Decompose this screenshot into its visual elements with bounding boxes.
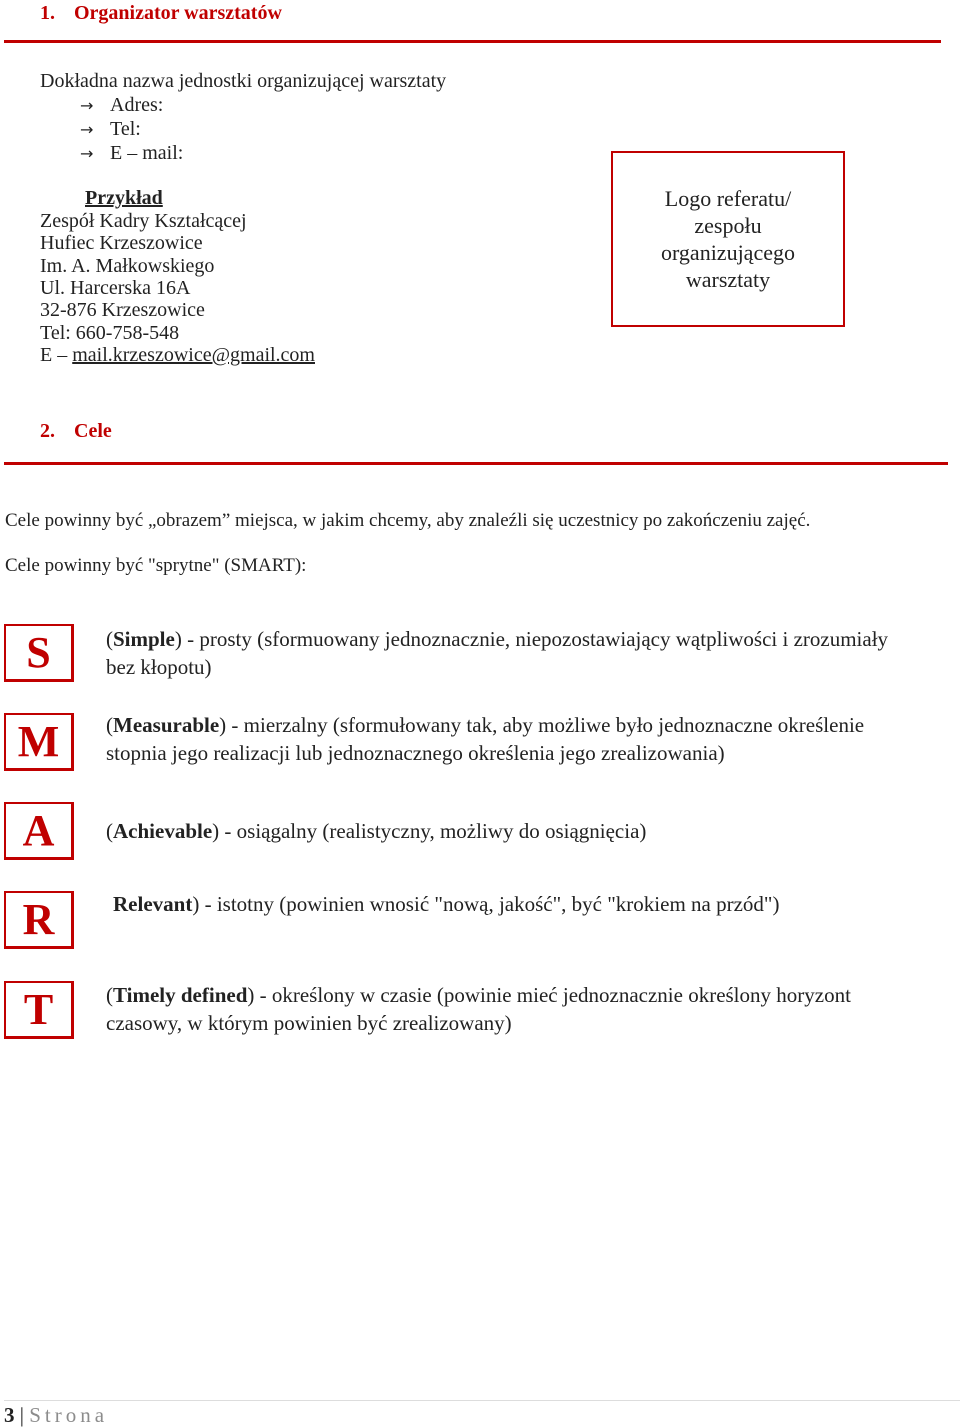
bullet-email: → E – mail: xyxy=(80,142,184,164)
example-heading: Przykład xyxy=(85,187,163,209)
section-1-number: 1. xyxy=(40,2,55,24)
email-link[interactable]: mail.krzeszowice@gmail.com xyxy=(72,344,315,366)
example-line: Hufiec Krzeszowice xyxy=(40,232,203,254)
section-2-rule xyxy=(4,462,948,465)
page-label: Strona xyxy=(29,1403,109,1427)
smart-letter-t: T xyxy=(4,981,74,1039)
smart-letter-a: A xyxy=(4,802,74,860)
arrow-right-icon: → xyxy=(80,96,94,115)
arrow-right-icon: → xyxy=(80,144,94,163)
smart-letter-r: R xyxy=(4,891,74,949)
page-footer: 3 | Strona xyxy=(4,1403,109,1427)
example-email-line: E – mail.krzeszowice@gmail.com xyxy=(40,344,315,366)
section-2-title: Cele xyxy=(74,420,112,442)
arrow-right-icon: → xyxy=(80,120,94,139)
page-number: 3 xyxy=(4,1403,15,1427)
logo-placeholder-box xyxy=(611,151,845,327)
smart-letter-s: S xyxy=(4,624,74,682)
logo-placeholder-text: Logo referatu/ zespołu organizującego warsztaty xyxy=(661,186,795,292)
footer-rule xyxy=(4,1400,960,1401)
section-1-title: Organizator warsztatów xyxy=(74,2,282,24)
smart-description-measurable: (Measurable) - mierzalny (sformułowany tak, aby możliwe było jednoznaczne określenie stopnia jego realizacji lub jednoznacznego określenia jego zrealizowania) xyxy=(106,713,865,765)
smart-description-relevant: Relevant) - istotny (powinien wnosić "nową, jakość", być "krokiem na przód") xyxy=(113,892,780,916)
example-line: 32-876 Krzeszowice xyxy=(40,299,205,321)
goals-paragraph: Cele powinny być „obrazem” miejsca, w jakim chcemy, aby znaleźli się uczestnicy po zakończeniu zajęć. xyxy=(5,510,811,531)
section-1-rule xyxy=(4,40,941,43)
section-2-heading xyxy=(40,420,112,443)
smart-description-achievable: (Achievable) - osiągalny (realistyczny, możliwy do osiągnięcia) xyxy=(106,819,647,843)
smart-description-simple: (Simple) - prosty (sformuowany jednoznacznie, niepozostawiający wątpliwości i zrozumiały bez kłopotu) xyxy=(106,627,889,679)
section-1-heading xyxy=(40,2,282,25)
example-line: Ul. Harcerska 16A xyxy=(40,277,191,299)
example-line: Zespół Kadry Kształcącej xyxy=(40,210,247,232)
bullet-address: → Adres: xyxy=(80,94,164,116)
organizer-intro: Dokładna nazwa jednostki organizującej warsztaty xyxy=(40,70,447,92)
example-line: Tel: 660-758-548 xyxy=(40,322,180,344)
smart-intro: Cele powinny być "sprytne" (SMART): xyxy=(5,555,307,576)
bullet-phone: → Tel: xyxy=(80,118,141,140)
example-line: Im. A. Małkowskiego xyxy=(40,255,215,277)
section-2-number: 2. xyxy=(40,420,55,442)
smart-description-timely: (Timely defined) - określony w czasie (powinie mieć jednoznacznie określony horyzont czasowy, w którym powinien być zrealizowany) xyxy=(106,983,851,1035)
smart-letter-m: M xyxy=(4,713,74,771)
